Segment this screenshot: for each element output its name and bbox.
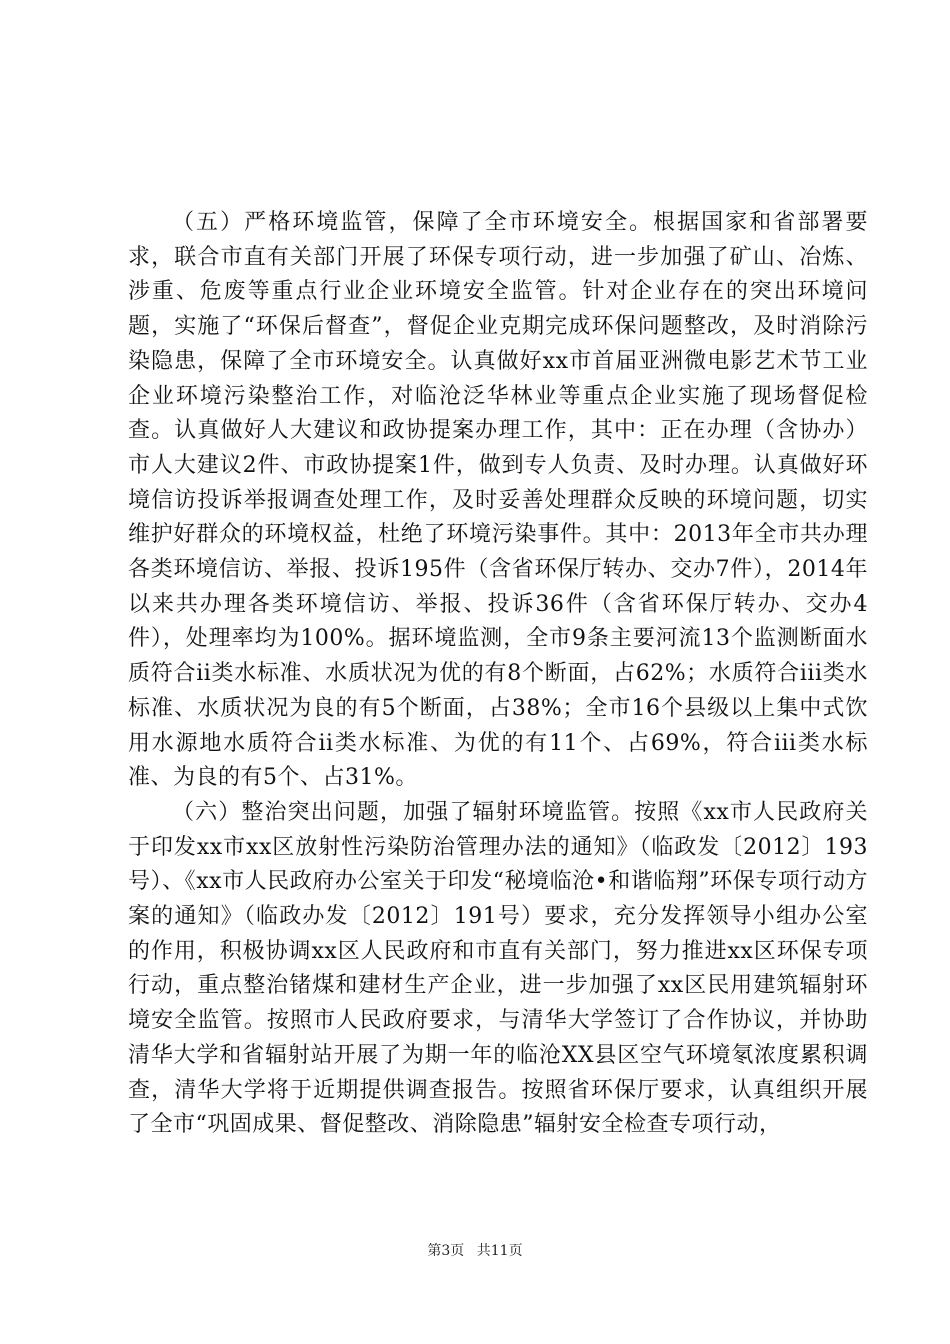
page-footer <box>0 1240 950 1260</box>
page-number-current: 第3页 <box>427 1243 465 1259</box>
paragraph-five: （五）严格环境监管，保障了全市环境安全。根据国家和省部署要求，联合市直有关部门开展了环保专项行动，进一步加强了矿山、冶炼、涉重、危废等重点行业企业环境安全监管。针对企业存在的突出环境问题，实施了“环保后督查”，督促企业克期完成环保问题整改，及时消除污染隐患，保障了全市环境安全。认真做好xx市首届亚洲微电影艺术节工业企业环境污染整治工作，对临沧泛华林业等重点企业实施了现场督促检查。认真做好人大建议和政协提案办理工作，其中：正在办理（含协办）市人大建议2件、市政协提案1件，做到专人负责、及时办理。认真做好环境信访投诉举报调查处理工作，及时妥善处理群众反映的环境问题，切实维护好群众的环境权益，杜绝了环境污染事件。其中：2013年全市共办理各类环境信访、举报、投诉195件（含省环保厅转办、交办7件），2014年以来共办理各类环境信访、举报、投诉36件（含省环保厅转办、交办4件），处理率均为100%。据环境监测，全市9条主要河流13个监测断面水质符合ii类水标准、水质状况为优的有8个断面，占62%；水质符合iii类水标准、水质状况为良的有5个断面，占38%；全市16个县级以上集中式饮用水源地水质符合ii类水标准、为优的有11个、占69%，符合iii类水标准、为良的有5个、占31%。 <box>128 210 868 791</box>
paragraph-six: （六）整治突出问题，加强了辐射环境监管。按照《xx市人民政府关于印发xx市xx区放射性污染防治管理办法的通知》（临政发〔2012〕193号）、《xx市人民政府办公室关于印发“秘境临沧•和谐临翔”环保专项行动方案的通知》（临政办发〔2012〕191号）要求，充分发挥领导小组办公室的作用，积极协调xx区人民政府和市直有关部门，努力推进xx区环保专项行动，重点整治锗煤和建材生产企业，进一步加强了xx区民用建筑辐射环境安全监管。按照市人民政府要求，与清华大学签订了合作协议，并协助清华大学和省辐射站开展了为期一年的临沧XX县区空气环境氡浓度累积调查，清华大学将于近期提供调查报告。按照省环保厅要求，认真组织开展了全市“巩固成果、督促整改、消除隐患”辐射安全检查专项行动， <box>128 799 868 1138</box>
page-number-total: 共11页 <box>476 1243 523 1259</box>
document-body <box>128 206 868 1143</box>
